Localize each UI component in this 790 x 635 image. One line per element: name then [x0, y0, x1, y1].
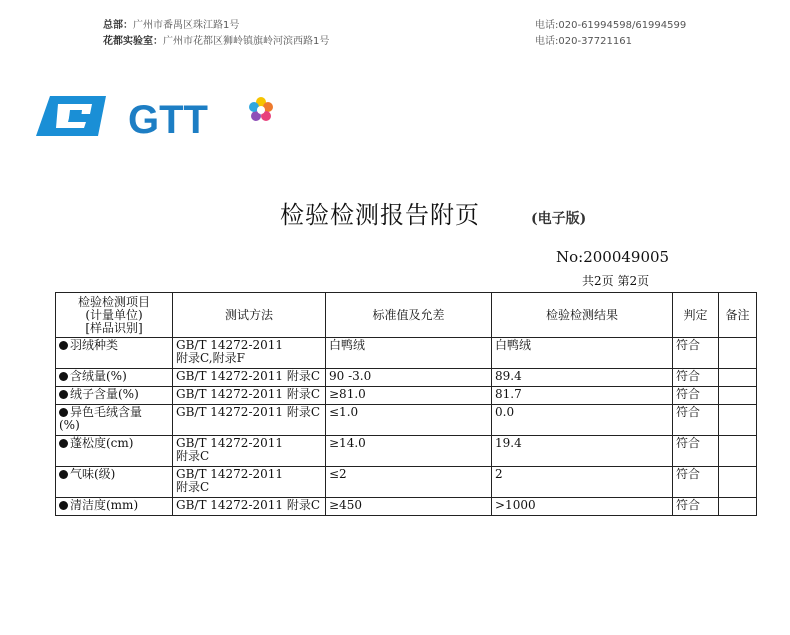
standard-cell-text: ≥450	[329, 498, 362, 512]
result-cell-text: >1000	[495, 498, 536, 512]
item-cell-text: 含绒量(%)	[70, 369, 127, 383]
result-cell	[492, 369, 673, 387]
result-cell-text: 2	[495, 467, 503, 481]
remark-cell	[719, 387, 757, 405]
result-cell-text: 81.7	[495, 387, 522, 401]
standard-cell	[326, 405, 492, 436]
item-cell-text: 清洁度(mm)	[70, 498, 139, 512]
judgement-cell	[673, 498, 719, 516]
item-cell	[56, 498, 173, 516]
bullet-icon	[59, 390, 68, 399]
item-cell	[56, 369, 173, 387]
method-cell	[173, 369, 326, 387]
bullet-icon	[59, 341, 68, 350]
results-table	[55, 292, 757, 516]
company-addresses	[103, 18, 329, 50]
standard-cell-text: ≤1.0	[329, 405, 359, 419]
report-title: 检验检测报告附页	[280, 201, 480, 229]
standard-cell	[326, 369, 492, 387]
logo-flower-icon	[249, 97, 273, 121]
lab-phone: 电话:020-37721161	[535, 36, 632, 47]
table-row	[56, 369, 757, 387]
method-cell-text: GB/T 14272-2011 附录C	[176, 369, 321, 383]
col-header-result: 检验检测结果	[492, 293, 673, 338]
standard-cell	[326, 467, 492, 498]
remark-cell	[719, 498, 757, 516]
standard-cell-text: 白鸭绒	[329, 338, 366, 352]
col-header-item	[56, 293, 173, 338]
table-header-row	[56, 293, 757, 338]
company-phones	[535, 18, 686, 50]
item-cell	[56, 387, 173, 405]
judgement-cell	[673, 387, 719, 405]
remark-cell	[719, 467, 757, 498]
judgement-cell-text: 符合	[676, 405, 701, 419]
item-cell-text: 蓬松度(cm)	[70, 436, 134, 450]
judgement-cell	[673, 338, 719, 369]
method-cell	[173, 467, 326, 498]
standard-cell-text: ≤2	[329, 467, 347, 481]
method-cell-text: GB/T 14272-2011 附录C	[176, 467, 284, 494]
bullet-icon	[59, 470, 68, 479]
remark-cell	[719, 369, 757, 387]
judgement-cell	[673, 467, 719, 498]
hq-address: 广州市番禺区珠江路1号	[133, 20, 240, 31]
col-header-judgement: 判定	[673, 293, 719, 338]
table-body	[56, 338, 757, 516]
method-cell-text: GB/T 14272-2011 附录C	[176, 387, 321, 401]
table-row	[56, 405, 757, 436]
judgement-cell	[673, 369, 719, 387]
page-info: 共2页 第2页	[582, 274, 650, 288]
method-cell-text: GB/T 14272-2011 附录C	[176, 436, 284, 463]
logo-text: GTT	[128, 98, 208, 140]
judgement-cell	[673, 405, 719, 436]
method-cell-text: GB/T 14272-2011 附录C	[176, 405, 321, 419]
item-cell	[56, 338, 173, 369]
judgement-cell	[673, 436, 719, 467]
bullet-icon	[59, 372, 68, 381]
method-cell	[173, 498, 326, 516]
hq-phone: 电话:020-61994598/61994599	[535, 20, 687, 31]
remark-cell	[719, 338, 757, 369]
judgement-cell-text: 符合	[676, 387, 701, 401]
standard-cell-text: ≥14.0	[329, 436, 366, 450]
judgement-cell-text: 符合	[676, 467, 701, 481]
method-cell-text: GB/T 14272-2011 附录C,附录F	[176, 338, 284, 365]
item-cell-text: 气味(级)	[70, 467, 116, 481]
result-cell	[492, 436, 673, 467]
judgement-cell-text: 符合	[676, 369, 701, 383]
judgement-cell-text: 符合	[676, 498, 701, 512]
standard-cell	[326, 436, 492, 467]
standard-cell	[326, 387, 492, 405]
judgement-cell-text: 符合	[676, 436, 701, 450]
col-header-standard: 标准值及允差	[326, 293, 492, 338]
col-header-item-text: 检验检测项目 (计量单位) [样品识别]	[77, 294, 150, 335]
report-subtitle: (电子版)	[531, 211, 587, 227]
method-cell	[173, 338, 326, 369]
method-cell	[173, 405, 326, 436]
standard-cell	[326, 498, 492, 516]
item-cell	[56, 405, 173, 436]
result-cell-text: 89.4	[495, 369, 522, 383]
judgement-cell-text: 符合	[676, 338, 701, 352]
gtt-logo	[36, 92, 276, 140]
col-header-method: 测试方法	[173, 293, 326, 338]
item-cell	[56, 436, 173, 467]
logo-mark-icon	[36, 96, 106, 136]
result-cell-text: 0.0	[495, 405, 515, 419]
result-cell	[492, 405, 673, 436]
table-row	[56, 338, 757, 369]
result-cell	[492, 338, 673, 369]
method-cell	[173, 387, 326, 405]
result-cell	[492, 498, 673, 516]
hq-label: 总部：	[103, 20, 133, 31]
bullet-icon	[59, 501, 68, 510]
standard-cell-text: ≥81.0	[329, 387, 366, 401]
remark-cell	[719, 436, 757, 467]
item-cell-text: 绒子含量(%)	[70, 387, 139, 401]
item-cell	[56, 467, 173, 498]
table-row	[56, 387, 757, 405]
method-cell-text: GB/T 14272-2011 附录C	[176, 498, 321, 512]
lab-label: 花都实验室：	[103, 36, 163, 47]
result-cell	[492, 467, 673, 498]
report-number: No:200049005	[556, 248, 670, 266]
standard-cell	[326, 338, 492, 369]
bullet-icon	[59, 408, 68, 417]
standard-cell-text: 90 -3.0	[329, 369, 372, 383]
bullet-icon	[59, 439, 68, 448]
method-cell	[173, 436, 326, 467]
result-cell-text: 白鸭绒	[495, 338, 532, 352]
col-header-remark: 备注	[719, 293, 757, 338]
item-cell-text: 羽绒种类	[70, 338, 119, 352]
table-row	[56, 436, 757, 467]
result-cell	[492, 387, 673, 405]
result-cell-text: 19.4	[495, 436, 522, 450]
table-row	[56, 467, 757, 498]
remark-cell	[719, 405, 757, 436]
table-row	[56, 498, 757, 516]
lab-address: 广州市花都区狮岭镇旗岭河滨西路1号	[163, 36, 330, 47]
item-cell-text: 异色毛绒含量 (%)	[59, 405, 143, 432]
